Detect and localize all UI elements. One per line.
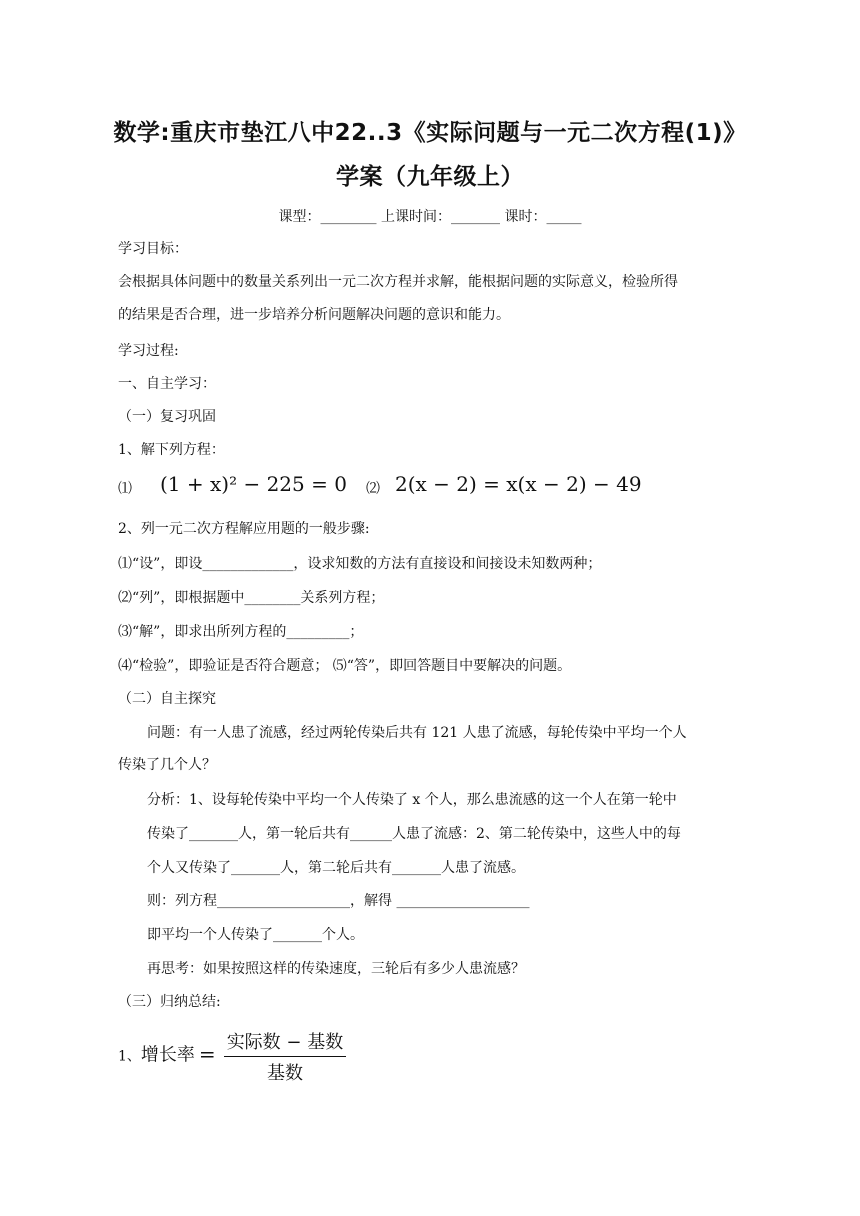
equation-2-label: ⑵ <box>366 481 380 497</box>
analysis-line2: 传染了_______人，第一轮后共有______人患了流感：2、第二轮传染中，这些人中的每 <box>147 826 681 842</box>
equation-2: 2(x − 2) = x(x − 2) − 49 <box>395 472 642 496</box>
document-title-line1: 数学:重庆市垫江八中22..3《实际问题与一元二次方程(1)》 <box>113 120 747 146</box>
objectives-text-line1: 会根据具体问题中的数量关系列出一元二次方程并求解，能根据问题的实际意义，检验所得 <box>118 274 678 290</box>
lesson-meta: 课型：________ 上课时间：_______ 课时：_____ <box>278 209 582 225</box>
fraction-denominator: 基数 <box>266 1063 303 1084</box>
objectives-text-line2: 的结果是否合理，进一步培养分析问题解决问题的意识和能力。 <box>118 307 510 323</box>
section-self-study: 一、自主学习： <box>118 376 216 392</box>
equals-sign: = <box>198 1041 216 1066</box>
rethink-question: 再思考：如果按照这样的传染速度，三轮后有多少人患流感？ <box>147 961 525 977</box>
fraction-numerator: 实际数 − 基数 <box>224 1028 347 1057</box>
equation-1-label: ⑴ <box>118 481 132 497</box>
document-title-line2: 学案（九年级上） <box>336 164 524 190</box>
equation-1: (1 + x)² − 225 = 0 <box>160 472 347 496</box>
growth-rate-formula <box>118 1028 346 1085</box>
step-4-5-check-answer: ⑷“检验”，即验证是否符合题意； ⑸“答”，即回答题目中要解决的问题。 <box>118 658 572 674</box>
step-2-formulate: ⑵“列”，即根据题中________关系列方程； <box>118 590 385 606</box>
analysis-line1: 分析：1、设每轮传染中平均一个人传染了 x 个人，那么患流感的这一个人在第一轮中 <box>147 792 677 808</box>
objectives-heading: 学习目标： <box>118 241 188 257</box>
item-general-steps: 2、列一元二次方程解应用题的一般步骤: <box>118 521 370 537</box>
problem-line2: 传染了几个人？ <box>118 757 216 773</box>
equation-solve-blank: 则：列方程___________________，解得 ___________________ <box>147 893 530 909</box>
growth-rate-label: 增长率 <box>140 1044 195 1066</box>
subsection-summary: （三）归纳总结: <box>118 994 221 1010</box>
subsection-review: （一）复习巩固 <box>118 409 216 425</box>
process-heading: 学习过程: <box>118 343 179 359</box>
item-solve-equations: 1、解下列方程： <box>118 442 225 458</box>
summary-item-number: 1、 <box>118 1048 141 1065</box>
step-3-solve: ⑶“解”，即求出所列方程的_________； <box>118 624 364 640</box>
problem-line1: 问题：有一人患了流感，经过两轮传染后共有 121 人患了流感，每轮传染中平均一个人 <box>147 725 687 741</box>
analysis-line3: 个人又传染了_______人，第二轮后共有_______人患了流感。 <box>147 860 525 876</box>
subsection-explore: （二）自主探究 <box>118 691 216 707</box>
growth-rate-fraction <box>224 1028 347 1085</box>
step-1-assume: ⑴“设”，即设_____________，设求知数的方法有直接设和间接设未知数两种； <box>118 556 602 572</box>
result-blank: 即平均一个人传染了_______个人。 <box>147 927 364 943</box>
